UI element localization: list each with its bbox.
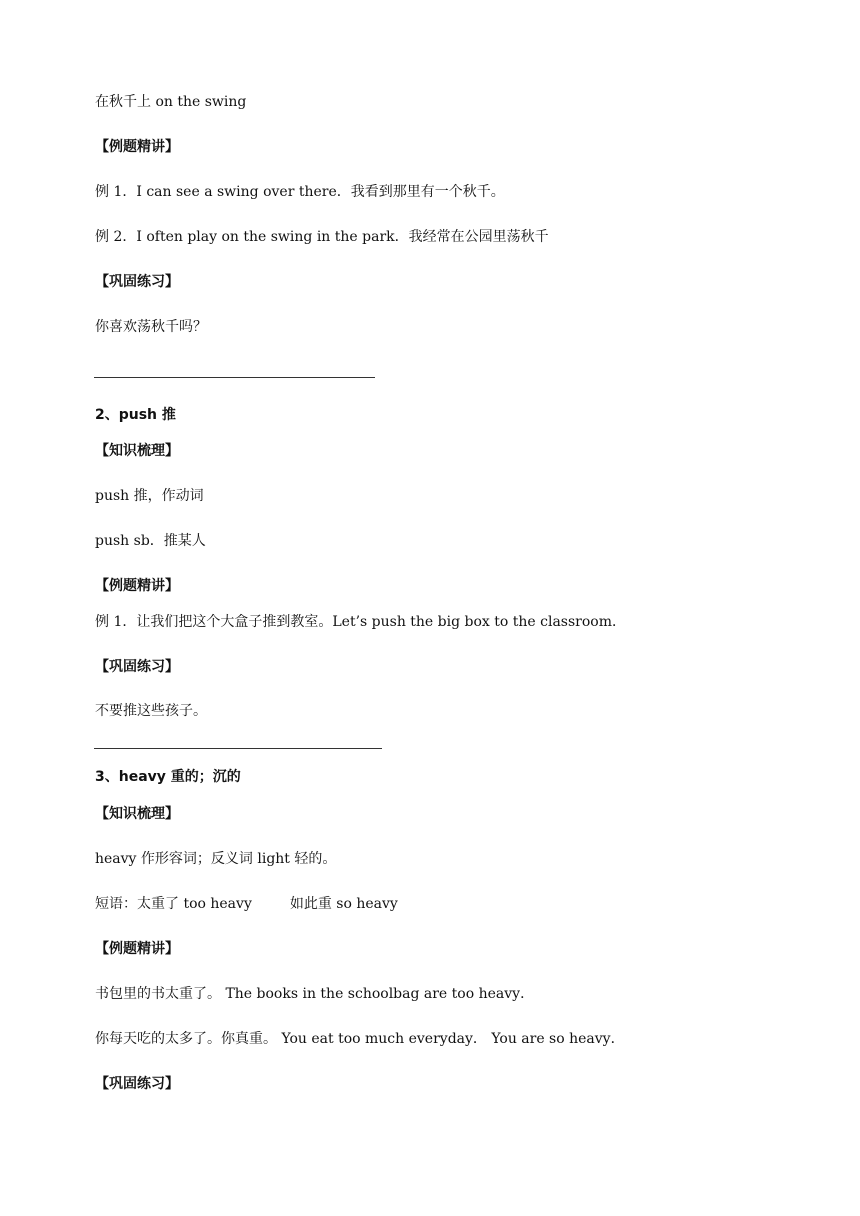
phrase-too-heavy: 短语：太重了 too heavy — [95, 896, 252, 912]
example-sentence: 例 2．I often play on the swing in the park．我经常在公园里荡秋千 — [95, 229, 549, 245]
practice-question: 你喜欢荡秋千吗？ — [95, 319, 207, 335]
example-sentence: 你每天吃的太多了。你真重。 You eat too much everyday． You are so heavy． — [95, 1031, 625, 1047]
knowledge-point: heavy 作形容词；反义词 light 轻的。 — [95, 851, 337, 867]
phrase-line — [95, 894, 398, 914]
section-heading-examples: 【例题精讲】 — [95, 578, 179, 594]
section-heading-examples: 【例题精讲】 — [95, 941, 179, 957]
vocab-heading-push: 2、push 推 — [95, 407, 176, 423]
phrase-on-the-swing: 在秋千上 on the swing — [95, 94, 247, 110]
section-heading-examples: 【例题精讲】 — [95, 139, 179, 155]
vocab-heading-heavy: 3、heavy 重的；沉的 — [95, 769, 241, 785]
knowledge-point: push 推，作动词 — [95, 488, 204, 504]
section-heading-practice: 【巩固练习】 — [95, 659, 179, 675]
answer-blank-line[interactable] — [94, 748, 382, 749]
practice-question: 不要推这些孩子。 — [95, 703, 207, 719]
section-heading-knowledge: 【知识梳理】 — [95, 443, 179, 459]
example-sentence: 例 1．让我们把这个大盒子推到教室。Let’s push the big box to the classroom． — [95, 614, 626, 630]
phrase-so-heavy: 如此重 so heavy — [289, 896, 398, 912]
section-heading-practice: 【巩固练习】 — [95, 274, 179, 290]
example-sentence: 例 1．I can see a swing over there．我看到那里有一个秋千。 — [95, 184, 505, 200]
example-sentence: 书包里的书太重了。 The books in the schoolbag are too heavy． — [95, 986, 535, 1002]
section-heading-practice: 【巩固练习】 — [95, 1076, 179, 1092]
knowledge-point: push sb．推某人 — [95, 533, 206, 549]
answer-blank-line[interactable] — [94, 377, 375, 378]
section-heading-knowledge: 【知识梳理】 — [95, 806, 179, 822]
